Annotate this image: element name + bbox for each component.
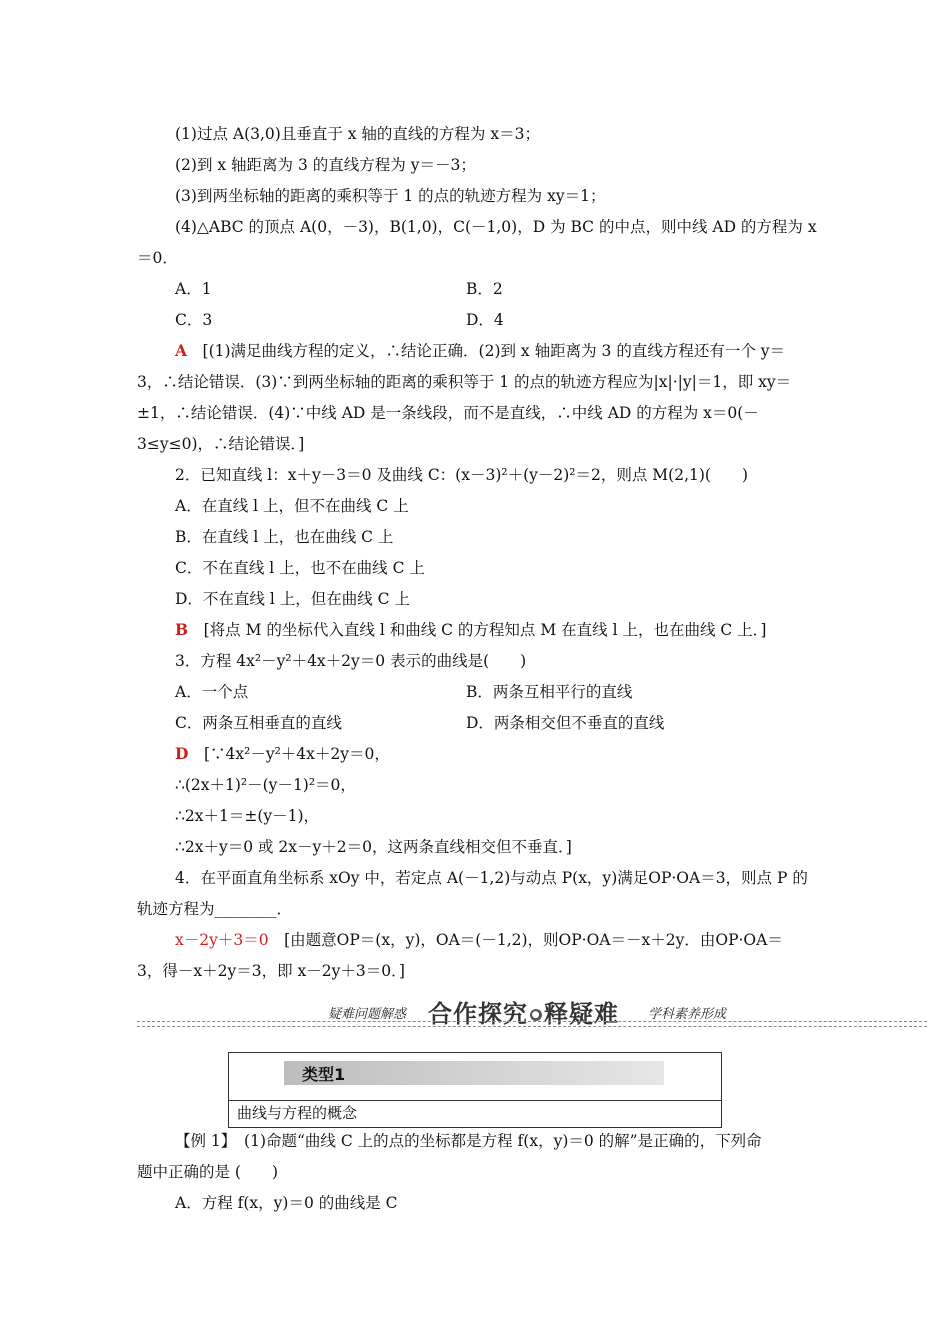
option-a: A．在直线 l 上，但不在曲线 C 上 [175,497,409,515]
answer-line: ∴2x＋y＝0 或 2x－y＋2＝0，这两条直线相交但不垂直．] [175,838,572,856]
option-b: B．2 [466,280,503,298]
banner-left: 疑难问题解惑 [328,1007,407,1022]
option-b: B．在直线 l 上，也在曲线 C 上 [175,528,394,546]
answer-text: [∵4x²－y²＋4x＋2y＝0， [203,745,390,763]
example-line: 题中正确的是 ( ) [137,1163,279,1181]
option-d: D．不在直线 l 上，但在曲线 C 上 [175,590,410,608]
example-line: 【例 1】 (1)命题“曲线 C 上的点的坐标都是方程 f(x，y)＝0 的解”是正确的，下列命 [175,1132,762,1150]
type-box-divider [229,1100,721,1101]
option-d: D．4 [466,311,504,329]
answer-line [175,930,783,950]
answer-line [175,341,785,361]
answer-line: ∴2x＋1＝±(y－1)， [175,807,320,825]
example-option-a: A．方程 f(x，y)＝0 的曲线是 C [175,1194,398,1212]
question-3: 3．方程 4x²－y²＋4x＋2y＝0 表示的曲线是( ) [175,652,527,670]
question-4: 4．在平面直角坐标系 xOy 中，若定点 A(－1,2)与动点 P(x，y)满足OP·OA＝3，则点 P 的 [175,869,808,887]
text-line: (2)到 x 轴距离为 3 的直线方程为 y＝－3； [175,156,476,174]
answer-text: [将点 M 的坐标代入直线 l 和曲线 C 的方程知点 M 在直线 l 上，也在曲线 C 上．] [203,621,767,639]
answer-line: 3，得－x＋2y＝3，即 x－2y＋3＝0．] [137,962,405,980]
text-line: (4)△ABC 的顶点 A(0，－3)，B(1,0)，C(－1,0)，D 为 BC 的中点，则中线 AD 的方程为 x [175,218,817,236]
text-line: (1)过点 A(3,0)且垂直于 x 轴的直线的方程为 x＝3； [175,125,540,143]
question-4-cont: 轨迹方程为________． [137,900,293,918]
text-line: ＝0． [137,249,178,267]
banner-right: 学科素养形成 [648,1007,727,1022]
type-box [228,1052,722,1128]
question-2: 2．已知直线 l：x＋y－3＝0 及曲线 C：(x－3)²＋(y－2)²＝2，则点 M(2,1)( ) [175,466,749,484]
answer-key: D [175,744,189,763]
option-c: C．3 [175,311,213,329]
banner-dot-icon: ● [531,1010,541,1020]
answer-line [175,744,390,764]
answer-line: ∴(2x＋1)²－(y－1)²＝0， [175,776,356,794]
banner-title-a: 合作探究 [428,1000,528,1028]
option-d: D．两条相交但不垂直的直线 [466,714,665,732]
answer-line: ±1，∴结论错误．(4)∵中线 AD 是一条线段，而不是直线，∴中线 AD 的方程为 x＝0(－ [137,404,759,422]
section-divider [137,1021,927,1027]
banner-title-b: 释疑难 [544,1000,619,1028]
option-c: C．不在直线 l 上，也不在曲线 C 上 [175,559,425,577]
option-a: A．一个点 [175,683,249,701]
answer-line [175,620,766,640]
answer-line: 3，∴结论错误．(3)∵到两坐标轴的距离的乘积等于 1 的点的轨迹方程应为|x|·|y|＝1，即 xy＝ [137,373,792,391]
option-c: C．两条互相垂直的直线 [175,714,342,732]
answer-text: [(1)满足曲线方程的定义，∴结论正确．(2)到 x 轴距离为 3 的直线方程还有一个 y＝ [202,342,786,360]
answer-line: 3≤y≤0)，∴结论错误．] [137,435,305,453]
text-line: (3)到两坐标轴的距离的乘积等于 1 的点的轨迹方程为 xy＝1； [175,187,606,205]
answer-text: [由题意OP＝(x，y)，OA＝(－1,2)，则OP·OA＝－x＋2y．由OP·OA＝ [284,931,783,949]
type-label: 类型1 [302,1065,346,1084]
answer-key: B [175,620,189,639]
option-b: B．两条互相平行的直线 [466,683,633,701]
type-subtitle: 曲线与方程的概念 [237,1104,358,1122]
answer-key: x－2y＋3＝0 [175,931,269,949]
option-a: A．1 [175,280,212,298]
answer-key: A [175,341,188,360]
